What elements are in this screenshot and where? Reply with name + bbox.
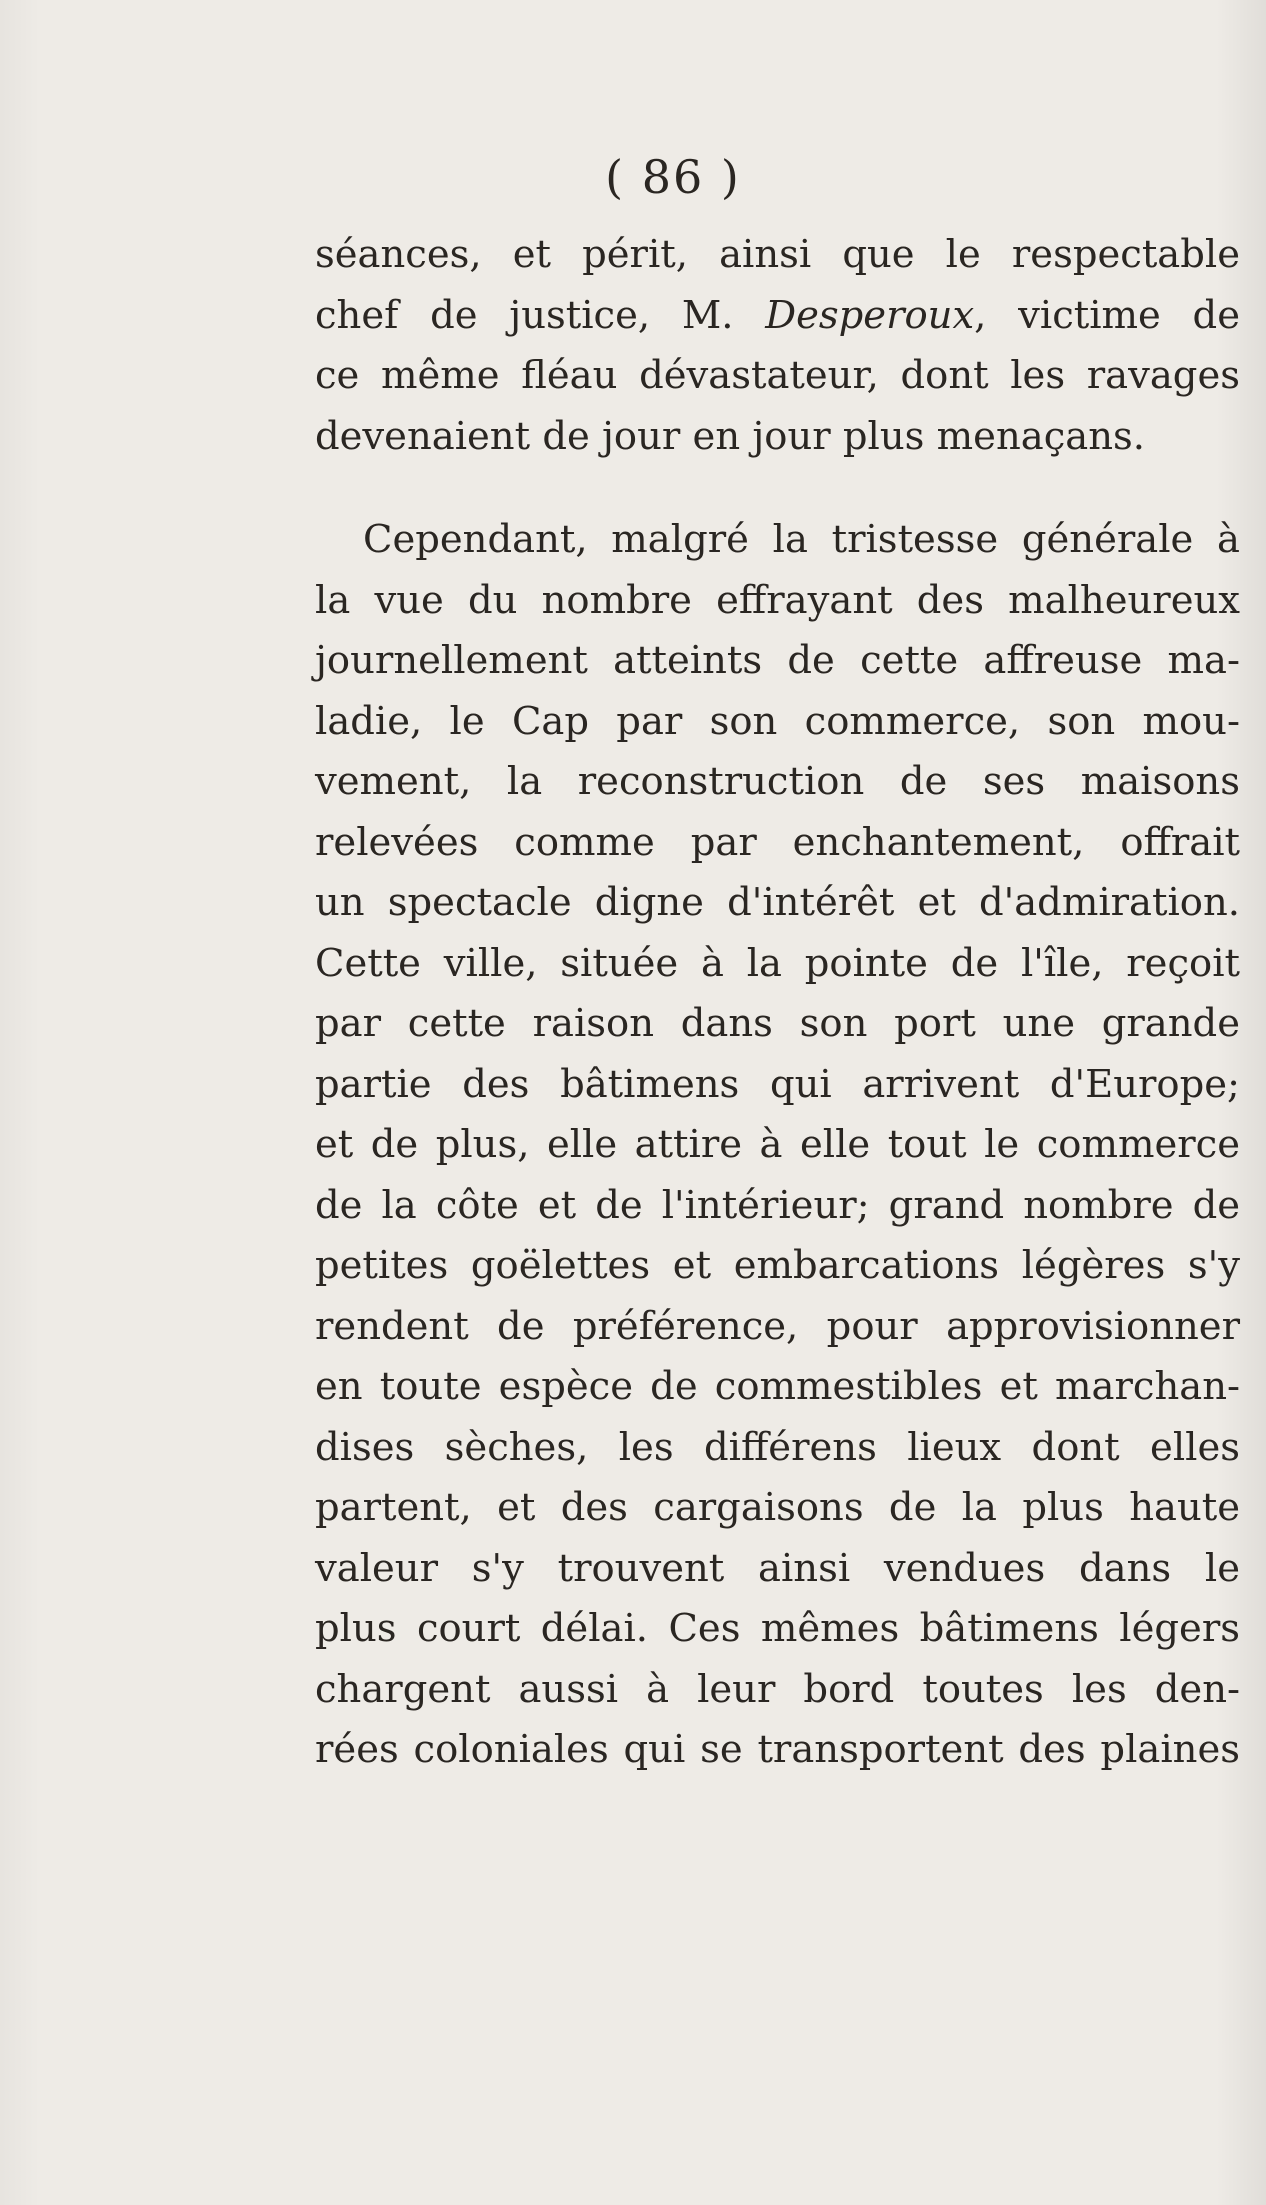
text-line: rendent de préférence, pour approvisionner (315, 1303, 1240, 1349)
page-number: ( 86 ) (605, 150, 741, 204)
text-line: chargent aussi à leur bord toutes les den- (315, 1666, 1240, 1712)
text-line: un spectacle digne d'intérêt et d'admiration. (315, 880, 1240, 925)
text-line: ladie, le Cap par son commerce, son mou- (315, 698, 1240, 744)
text-line: et de plus, elle attire à elle tout le commerce (315, 1122, 1240, 1167)
italic-proper-name: Desperoux (765, 292, 975, 338)
text-line: vement, la reconstruction de ses maisons (315, 759, 1240, 804)
text-line: de la côte et de l'intérieur; grand nombre de (315, 1182, 1240, 1228)
text-line: ce même fléau dévastateur, dont les ravages (315, 353, 1240, 398)
paragraph-1 (315, 225, 1240, 467)
paragraph-spacer (315, 467, 1240, 510)
text-line: devenaient de jour en jour plus menaçans. (315, 413, 1146, 459)
text-line: partie des bâtimens qui arrivent d'Europe; (315, 1061, 1240, 1107)
text-line: journellement atteints de cette affreuse ma- (315, 638, 1240, 683)
text-line: par cette raison dans son port une grande (315, 1001, 1240, 1046)
text-line: Cette ville, située à la pointe de l'île, reçoit (315, 940, 1240, 986)
paragraph-2 (315, 510, 1240, 1781)
text-line: chef de justice, M. Desperoux, victime de (315, 292, 1240, 338)
text-line: rées coloniales qui se transportent des plaines (315, 1727, 1240, 1772)
text-line: relevées comme par enchantement, offrait (315, 819, 1240, 865)
text-line: petites goëlettes et embarcations légères s'y (315, 1243, 1240, 1288)
text-line: plus court délai. Ces mêmes bâtimens légers (315, 1606, 1240, 1651)
text-line: dises sèches, les différens lieux dont elles (315, 1424, 1240, 1470)
text-line: partent, et des cargaisons de la plus haute (315, 1485, 1240, 1530)
text-body (315, 225, 1240, 1781)
text-line: la vue du nombre effrayant des malheureux (315, 577, 1240, 623)
text-line: séances, et périt, ainsi que le respectable (315, 232, 1240, 277)
text-line: en toute espèce de commestibles et marchan- (315, 1364, 1240, 1409)
text-line: Cependant, malgré la tristesse générale à (363, 517, 1240, 562)
text-line: valeur s'y trouvent ainsi vendues dans le (315, 1545, 1240, 1591)
